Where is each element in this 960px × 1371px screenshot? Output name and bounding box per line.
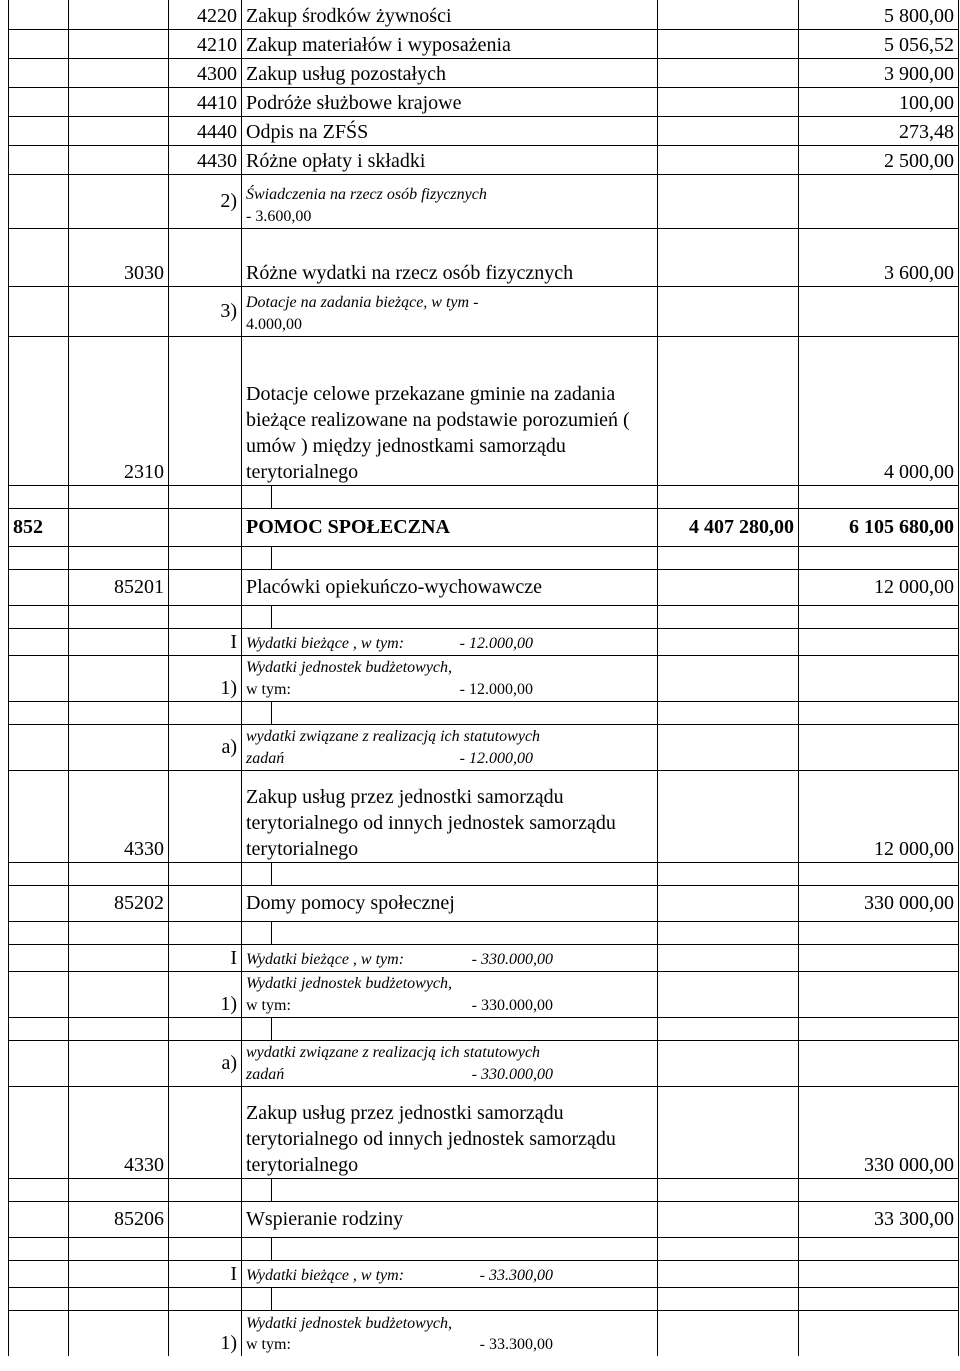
chapter-label: Domy pomocy społecznej xyxy=(242,885,658,921)
item-description-value: - 12.000,00 xyxy=(459,680,533,698)
item-amount: 2 500,00 xyxy=(799,145,959,174)
item-description-value: - 330.000,00 xyxy=(471,1065,553,1083)
chapter-label: Wspieranie rodziny xyxy=(242,1201,658,1237)
item-description-tail: w tym: xyxy=(246,680,291,698)
item-amount: 12 000,00 xyxy=(799,770,959,862)
item-description-text: wydatki związane z realizacją ich statutowych xyxy=(246,1044,541,1062)
item-description-value: 4.000,00 xyxy=(246,315,302,333)
item-mark: 1) xyxy=(169,1310,242,1356)
table-row xyxy=(9,628,959,655)
chapter-code: 85202 xyxy=(69,885,169,921)
item-mark: 2) xyxy=(169,174,242,228)
item-description-italic: Świadczenia na rzecz osób fizycznych xyxy=(246,186,487,204)
chapter-label: Placówki opiekuńczo-wychowawcze xyxy=(242,569,658,605)
item-description xyxy=(242,628,658,655)
table-row xyxy=(9,770,959,862)
item-description xyxy=(242,286,658,336)
item-description xyxy=(242,1260,658,1287)
chapter-code: 3030 xyxy=(69,228,169,286)
item-description-tail: zadań xyxy=(246,749,285,767)
table-row xyxy=(9,29,959,58)
spacer-row xyxy=(9,546,959,569)
item-label: Odpis na ZFŚS xyxy=(242,116,658,145)
paragraph-code: 4220 xyxy=(169,0,242,29)
item-description-value: - 12.000,00 xyxy=(459,634,533,652)
item-description-text: Wydatki bieżące , w tym: xyxy=(246,1266,405,1284)
item-amount: 100,00 xyxy=(799,87,959,116)
table-row xyxy=(9,1260,959,1287)
item-description xyxy=(242,971,658,1017)
spacer-row xyxy=(9,485,959,508)
item-mark: a) xyxy=(169,724,242,770)
chapter-code: 85201 xyxy=(69,569,169,605)
item-description-tail: zadań xyxy=(246,1065,285,1083)
item-mark: I xyxy=(169,944,242,971)
spacer-row xyxy=(9,605,959,628)
table-row xyxy=(9,569,959,605)
item-description-text: Wydatki jednostek budżetowych, xyxy=(246,659,453,677)
table-row xyxy=(9,944,959,971)
table-row xyxy=(9,885,959,921)
item-description-italic: Dotacje na zadania bieżące, w tym - xyxy=(246,294,479,312)
item-description xyxy=(242,655,658,701)
item-description xyxy=(242,944,658,971)
item-mark: I xyxy=(169,1260,242,1287)
item-mark: I xyxy=(169,628,242,655)
item-label: Zakup środków żywności xyxy=(242,0,658,29)
item-description-value: - 330.000,00 xyxy=(471,996,553,1014)
item-description-tail: w tym: xyxy=(246,1336,291,1354)
table-row xyxy=(9,1040,959,1086)
chapter-code: 2310 xyxy=(69,336,169,485)
spacer-row xyxy=(9,701,959,724)
paragraph-code: 4410 xyxy=(169,87,242,116)
item-label: Różne opłaty i składki xyxy=(242,145,658,174)
item-amount: 5 800,00 xyxy=(799,0,959,29)
item-label: Zakup usług przez jednostki samorządu terytorialnego od innych jednostek samorządu terytorialnego xyxy=(242,1086,658,1178)
after-change-amount: 6 105 680,00 xyxy=(799,508,959,546)
item-label: Zakup materiałów i wyposażenia xyxy=(242,29,658,58)
paragraph-code: 4330 xyxy=(69,1086,169,1178)
item-description-text: Wydatki jednostek budżetowych, xyxy=(246,1314,453,1332)
spacer-row xyxy=(9,1017,959,1040)
paragraph-code: 4210 xyxy=(169,29,242,58)
item-description-tail: w tym: xyxy=(246,996,291,1014)
item-mark: 1) xyxy=(169,971,242,1017)
item-amount: 5 056,52 xyxy=(799,29,959,58)
item-description-text: wydatki związane z realizacją ich statutowych xyxy=(246,728,541,746)
item-description-text: Wydatki jednostek budżetowych, xyxy=(246,975,453,993)
spacer-row xyxy=(9,921,959,944)
item-amount: 4 000,00 xyxy=(799,336,959,485)
table-row xyxy=(9,228,959,286)
chapter-amount: 330 000,00 xyxy=(799,885,959,921)
item-amount: 330 000,00 xyxy=(799,1086,959,1178)
table-row xyxy=(9,336,959,485)
item-label: Dotacje celowe przekazane gminie na zadania bieżące realizowane na podstawie porozumień ( umów ) między jednostkami samorządu terytorialnego xyxy=(242,336,658,485)
item-description-value: - 33.300,00 xyxy=(479,1336,553,1354)
item-description-value: - 330.000,00 xyxy=(471,950,553,968)
paragraph-code: 4330 xyxy=(69,770,169,862)
item-label: Podróże służbowe krajowe xyxy=(242,87,658,116)
division-label: POMOC SPOŁECZNA xyxy=(242,508,658,546)
item-description-value: - 33.300,00 xyxy=(479,1266,553,1284)
table-row xyxy=(9,286,959,336)
spacer-row xyxy=(9,1287,959,1310)
item-description-text: Wydatki bieżące , w tym: xyxy=(246,634,405,652)
budget-table xyxy=(8,0,959,1356)
item-description xyxy=(242,1040,658,1086)
table-row xyxy=(9,1201,959,1237)
item-description xyxy=(242,174,658,228)
table-row xyxy=(9,145,959,174)
table-row xyxy=(9,58,959,87)
chapter-amount: 12 000,00 xyxy=(799,569,959,605)
item-amount: 3 900,00 xyxy=(799,58,959,87)
table-row xyxy=(9,174,959,228)
paragraph-code: 4430 xyxy=(169,145,242,174)
item-amount: 273,48 xyxy=(799,116,959,145)
spacer-row xyxy=(9,862,959,885)
item-mark: a) xyxy=(169,1040,242,1086)
item-mark: 3) xyxy=(169,286,242,336)
item-description-value: - 12.000,00 xyxy=(459,749,533,767)
chapter-code: 85206 xyxy=(69,1201,169,1237)
table-row xyxy=(9,971,959,1017)
table-row xyxy=(9,0,959,29)
table-row xyxy=(9,87,959,116)
table-row xyxy=(9,724,959,770)
division-code: 852 xyxy=(9,508,69,546)
item-amount: 3 600,00 xyxy=(799,228,959,286)
item-description xyxy=(242,1310,658,1356)
item-label: Różne wydatki na rzecz osób fizycznych xyxy=(242,228,658,286)
item-description-value: - 3.600,00 xyxy=(246,207,312,225)
spacer-row xyxy=(9,1237,959,1260)
paragraph-code: 4440 xyxy=(169,116,242,145)
item-label: Zakup usług pozostałych xyxy=(242,58,658,87)
paragraph-code: 4300 xyxy=(169,58,242,87)
chapter-amount: 33 300,00 xyxy=(799,1201,959,1237)
item-description xyxy=(242,724,658,770)
table-row xyxy=(9,1086,959,1178)
item-description-text: Wydatki bieżące , w tym: xyxy=(246,950,405,968)
plan-amount: 4 407 280,00 xyxy=(658,508,799,546)
item-label: Zakup usług przez jednostki samorządu terytorialnego od innych jednostek samorządu terytorialnego xyxy=(242,770,658,862)
table-row xyxy=(9,116,959,145)
item-mark: 1) xyxy=(169,655,242,701)
table-row xyxy=(9,508,959,546)
table-row xyxy=(9,655,959,701)
table-row xyxy=(9,1310,959,1356)
spacer-row xyxy=(9,1178,959,1201)
